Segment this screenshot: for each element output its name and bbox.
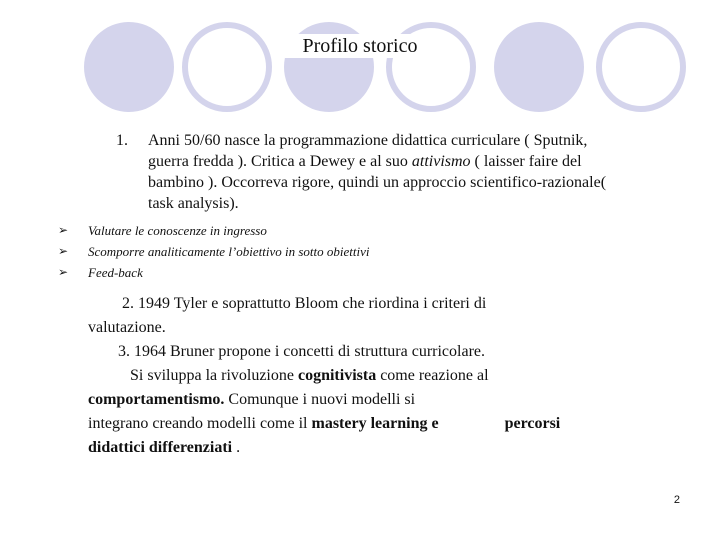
point-1-line-4: task analysis). [148, 195, 239, 212]
body-row: valutazione. [88, 319, 166, 336]
bold-term: cognitivista [297, 367, 377, 384]
decorative-circle-filled [84, 22, 174, 112]
list-item: ➢ Valutare le conoscenze in ingresso [58, 220, 478, 241]
body-row: didattici differenziati . [88, 439, 241, 456]
body-row: Si sviluppa la rivoluzione cognitivista come reazione al [130, 367, 489, 384]
point-1-line-3: bambino ). Occorreva rigore, quindi un approccio scientifico-razionale( [148, 174, 607, 191]
bullet-list [58, 220, 478, 283]
body-row: integrano creando modelli come il mastery learning e percorsi [88, 415, 561, 432]
body-row: comportamentismo. Comunque i nuovi modelli si [88, 391, 416, 408]
page-title: Profilo storico [285, 34, 435, 58]
point-1-line-2: guerra fredda ). Critica a Dewey e al suo attivismo ( laisser faire del [148, 153, 582, 170]
list-item: ➢ Scomporre analiticamente l’obiettivo in sotto obiettivi [58, 241, 478, 262]
bold-term: didattici differenziati [88, 439, 233, 456]
list-item: ➢ Feed-back [58, 262, 478, 283]
decorative-circle-ring [596, 22, 686, 112]
decorative-circle-ring [182, 22, 272, 112]
numbered-point-1 [116, 130, 706, 214]
bold-term: comportamentismo. [88, 391, 225, 408]
decorative-circle-filled [494, 22, 584, 112]
point-1-number: 1. [116, 132, 128, 149]
body-row: 2. 1949 Tyler e soprattutto Bloom che riordina i criteri di [122, 295, 487, 312]
bold-term: percorsi [504, 415, 561, 432]
italic-term: attivismo [411, 153, 471, 170]
arrow-bullet-icon: ➢ [58, 244, 69, 258]
page-number: 2 [673, 494, 680, 506]
body-row: 3. 1964 Bruner propone i concetti di struttura curricolare. [118, 343, 485, 360]
point-1-line-1: 1. Anni 50/60 nasce la programmazione didattica curriculare ( Sputnik, [116, 132, 588, 149]
arrow-bullet-icon: ➢ [58, 265, 69, 279]
arrow-bullet-icon: ➢ [58, 223, 69, 237]
bold-term: mastery learning e [311, 415, 439, 432]
body-text [88, 292, 668, 460]
